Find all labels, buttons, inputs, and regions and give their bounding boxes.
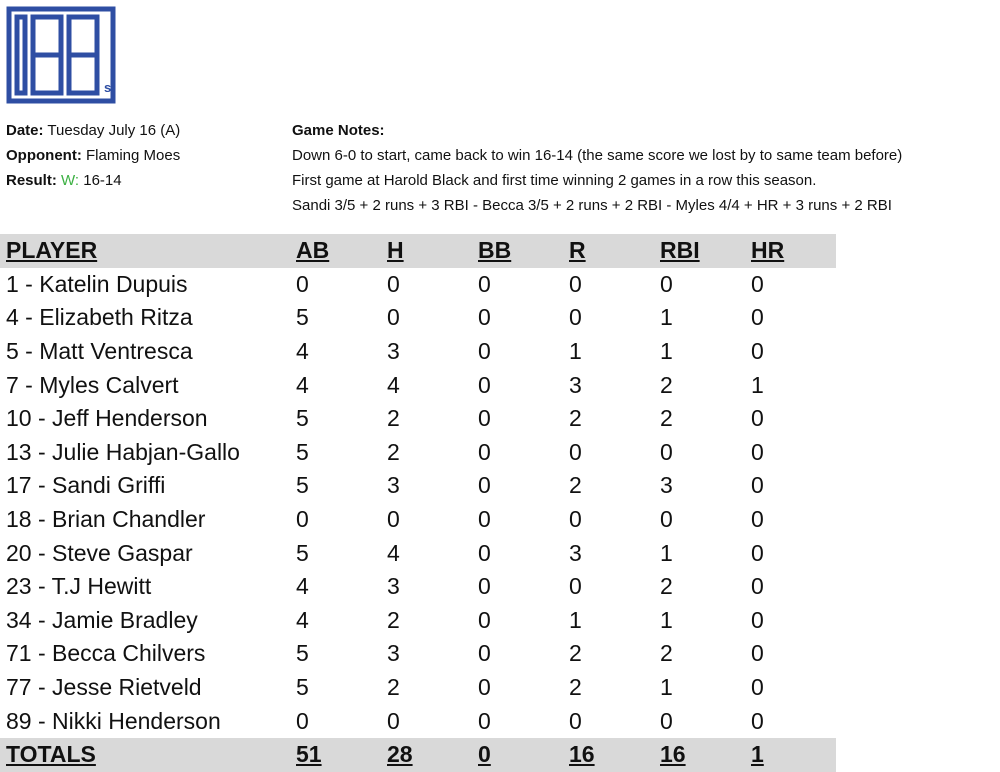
cell-player: 10 - Jeff Henderson xyxy=(6,405,208,432)
cell-r: 0 xyxy=(569,304,582,331)
cell-r: 2 xyxy=(569,674,582,701)
cell-ab: 4 xyxy=(296,606,309,633)
total-hr: 1 xyxy=(751,741,764,768)
table-row xyxy=(0,671,836,705)
cell-rbi: 2 xyxy=(660,573,673,600)
date-value: Tuesday July 16 (A) xyxy=(47,122,181,139)
total-rbi: 16 xyxy=(660,741,686,768)
cell-ab: 5 xyxy=(296,304,309,331)
column-header-player: PLAYER xyxy=(6,237,98,264)
cell-rbi: 0 xyxy=(660,270,673,297)
cell-h: 3 xyxy=(387,338,400,365)
cell-bb: 0 xyxy=(478,338,491,365)
cell-bb: 0 xyxy=(478,506,491,533)
cell-h: 3 xyxy=(387,640,400,667)
opponent-label: Opponent: xyxy=(6,147,82,164)
cell-bb: 0 xyxy=(478,270,491,297)
total-player: TOTALS xyxy=(6,741,96,768)
cell-bb: 0 xyxy=(478,438,491,465)
cell-hr: 0 xyxy=(751,438,764,465)
cell-player: 71 - Becca Chilvers xyxy=(6,640,206,667)
cell-player: 7 - Myles Calvert xyxy=(6,371,179,398)
cell-player: 17 - Sandi Griffi xyxy=(6,472,166,499)
table-row xyxy=(0,503,836,537)
cell-player: 13 - Julie Habjan-Gallo xyxy=(6,438,240,465)
cell-ab: 0 xyxy=(296,506,309,533)
cell-player: 4 - Elizabeth Ritza xyxy=(6,304,193,331)
game-note-line: Sandi 3/5 + 2 runs + 3 RBI - Becca 3/5 + 2 runs + 2 RBI - Myles 4/4 + HR + 3 runs + 2 RBI xyxy=(292,197,892,214)
cell-rbi: 1 xyxy=(660,606,673,633)
table-header-row xyxy=(0,234,836,268)
cell-player: 20 - Steve Gaspar xyxy=(6,539,193,566)
cell-ab: 5 xyxy=(296,674,309,701)
cell-hr: 0 xyxy=(751,573,764,600)
cell-hr: 0 xyxy=(751,338,764,365)
cell-h: 3 xyxy=(387,573,400,600)
team-logo xyxy=(6,6,116,104)
cell-bb: 0 xyxy=(478,640,491,667)
column-header-bb: BB xyxy=(478,237,512,264)
column-header-ab: AB xyxy=(296,237,330,264)
cell-h: 3 xyxy=(387,472,400,499)
date-row xyxy=(6,118,180,143)
result-row xyxy=(6,168,180,193)
cell-hr: 0 xyxy=(751,539,764,566)
table-row xyxy=(0,335,836,369)
column-header-rbi: RBI xyxy=(660,237,700,264)
cell-r: 1 xyxy=(569,338,582,365)
table-row xyxy=(0,536,836,570)
table-row xyxy=(0,604,836,638)
cell-player: 18 - Brian Chandler xyxy=(6,506,206,533)
table-row xyxy=(0,469,836,503)
game-notes xyxy=(292,118,902,218)
cell-h: 0 xyxy=(387,707,400,734)
cell-bb: 0 xyxy=(478,405,491,432)
game-info xyxy=(6,118,180,193)
cell-r: 2 xyxy=(569,640,582,667)
cell-player: 5 - Matt Ventresca xyxy=(6,338,193,365)
cell-player: 77 - Jesse Rietveld xyxy=(6,674,202,701)
cell-h: 0 xyxy=(387,304,400,331)
cell-hr: 0 xyxy=(751,674,764,701)
result-outcome: W: xyxy=(61,172,80,189)
cell-bb: 0 xyxy=(478,304,491,331)
cell-ab: 4 xyxy=(296,573,309,600)
cell-hr: 0 xyxy=(751,707,764,734)
game-notes-title: Game Notes: xyxy=(292,122,385,139)
cell-r: 2 xyxy=(569,472,582,499)
cell-hr: 0 xyxy=(751,405,764,432)
column-header-h: H xyxy=(387,237,404,264)
column-header-hr: HR xyxy=(751,237,785,264)
cell-rbi: 0 xyxy=(660,506,673,533)
cell-hr: 0 xyxy=(751,270,764,297)
cell-bb: 0 xyxy=(478,472,491,499)
table-row xyxy=(0,402,836,436)
table-row xyxy=(0,704,836,738)
cell-h: 2 xyxy=(387,674,400,701)
cell-ab: 4 xyxy=(296,371,309,398)
cell-ab: 5 xyxy=(296,640,309,667)
cell-bb: 0 xyxy=(478,573,491,600)
total-bb: 0 xyxy=(478,741,491,768)
total-h: 28 xyxy=(387,741,413,768)
cell-h: 2 xyxy=(387,405,400,432)
cell-ab: 0 xyxy=(296,707,309,734)
cell-r: 0 xyxy=(569,707,582,734)
cell-rbi: 0 xyxy=(660,707,673,734)
cell-bb: 0 xyxy=(478,674,491,701)
cell-h: 0 xyxy=(387,506,400,533)
game-note-line: Down 6-0 to start, came back to win 16-14 (the same score we lost by to same team before) xyxy=(292,147,903,164)
cell-r: 2 xyxy=(569,405,582,432)
cell-rbi: 1 xyxy=(660,539,673,566)
cell-bb: 0 xyxy=(478,606,491,633)
cell-player: 34 - Jamie Bradley xyxy=(6,606,198,633)
opponent-value: Flaming Moes xyxy=(86,147,181,164)
table-row xyxy=(0,436,836,470)
cell-h: 4 xyxy=(387,371,400,398)
opponent-row xyxy=(6,143,180,168)
table-row xyxy=(0,268,836,302)
cell-ab: 4 xyxy=(296,338,309,365)
cell-bb: 0 xyxy=(478,539,491,566)
cell-player: 89 - Nikki Henderson xyxy=(6,707,221,734)
svg-text:s: s xyxy=(104,80,112,95)
date-label: Date: xyxy=(6,122,44,139)
cell-ab: 5 xyxy=(296,405,309,432)
cell-r: 0 xyxy=(569,270,582,297)
cell-hr: 0 xyxy=(751,640,764,667)
cell-h: 2 xyxy=(387,606,400,633)
cell-hr: 0 xyxy=(751,472,764,499)
table-row xyxy=(0,570,836,604)
game-note-line: First game at Harold Black and first time winning 2 games in a row this season. xyxy=(292,172,817,189)
cell-hr: 0 xyxy=(751,606,764,633)
total-r: 16 xyxy=(569,741,595,768)
cell-player: 23 - T.J Hewitt xyxy=(6,573,152,600)
table-row xyxy=(0,301,836,335)
totals-row xyxy=(0,738,836,772)
cell-r: 3 xyxy=(569,539,582,566)
cell-rbi: 3 xyxy=(660,472,673,499)
cell-hr: 0 xyxy=(751,506,764,533)
cell-rbi: 2 xyxy=(660,640,673,667)
cell-ab: 0 xyxy=(296,270,309,297)
cell-rbi: 2 xyxy=(660,371,673,398)
cell-bb: 0 xyxy=(478,371,491,398)
cell-h: 0 xyxy=(387,270,400,297)
cell-ab: 5 xyxy=(296,539,309,566)
cell-player: 1 - Katelin Dupuis xyxy=(6,270,188,297)
box-score-table xyxy=(0,234,836,772)
cell-r: 3 xyxy=(569,371,582,398)
cell-r: 0 xyxy=(569,506,582,533)
cell-rbi: 0 xyxy=(660,438,673,465)
cell-hr: 1 xyxy=(751,371,764,398)
cell-ab: 5 xyxy=(296,472,309,499)
table-row xyxy=(0,368,836,402)
cell-rbi: 1 xyxy=(660,304,673,331)
cell-h: 4 xyxy=(387,539,400,566)
cell-r: 1 xyxy=(569,606,582,633)
cell-rbi: 1 xyxy=(660,338,673,365)
total-ab: 51 xyxy=(296,741,322,768)
column-header-r: R xyxy=(569,237,586,264)
cell-bb: 0 xyxy=(478,707,491,734)
cell-hr: 0 xyxy=(751,304,764,331)
result-score: 16-14 xyxy=(83,172,122,189)
cell-rbi: 2 xyxy=(660,405,673,432)
cell-r: 0 xyxy=(569,438,582,465)
cell-rbi: 1 xyxy=(660,674,673,701)
result-label: Result: xyxy=(6,172,57,189)
cell-r: 0 xyxy=(569,573,582,600)
table-row xyxy=(0,637,836,671)
cell-h: 2 xyxy=(387,438,400,465)
cell-ab: 5 xyxy=(296,438,309,465)
